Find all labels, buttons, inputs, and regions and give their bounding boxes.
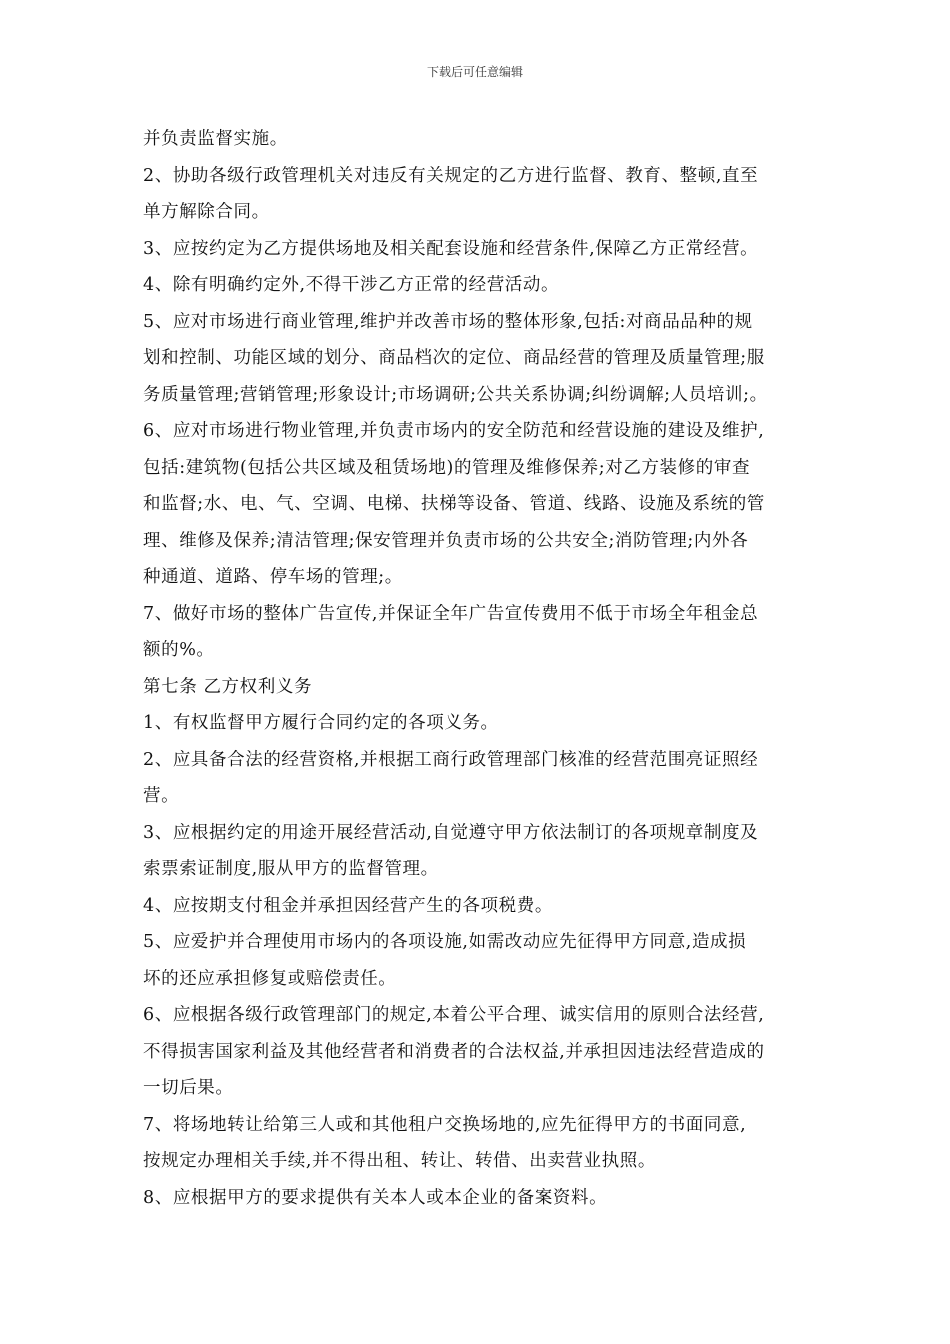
- text-line: 不得损害国家利益及其他经营者和消费者的合法权益,并承担因违法经营造成的: [143, 1041, 765, 1062]
- section-heading: 第七条 乙方权利义务: [143, 676, 313, 697]
- text-line: 4、除有明确约定外,不得干涉乙方正常的经营活动。: [143, 275, 560, 295]
- body-text: [143, 121, 815, 1216]
- text-line: 包括:建筑物(包括公共区域及租赁场地)的管理及维修保养;对乙方装修的审查: [143, 457, 751, 478]
- text-line: 坏的还应承担修复或赔偿责任。: [143, 968, 397, 989]
- text-line: 并负责监督实施。: [143, 129, 288, 149]
- text-line: 单方解除合同。: [143, 202, 270, 222]
- text-line: 营。: [143, 786, 180, 806]
- text-line: 3、应按约定为乙方提供场地及相关配套设施和经营条件,保障乙方正常经营。: [143, 238, 759, 259]
- text-line: 8、应根据甲方的要求提供有关本人或本企业的备案资料。: [143, 1187, 608, 1208]
- text-line: 2、协助各级行政管理机关对违反有关规定的乙方进行监督、教育、整顿,直至: [143, 165, 759, 186]
- text-line: 和监督;水、电、气、空调、电梯、扶梯等设备、管道、线路、设施及系统的管: [143, 494, 765, 514]
- text-line: 按规定办理相关手续,并不得出租、转让、转借、出卖营业执照。: [143, 1151, 656, 1171]
- text-line: 2、应具备合法的经营资格,并根据工商行政管理部门核准的经营范围亮证照经: [143, 749, 759, 770]
- text-line: 7、做好市场的整体广告宣传,并保证全年广告宣传费用不低于市场全年租金总: [143, 603, 759, 624]
- text-line: 种通道、道路、停车场的管理;。: [143, 567, 403, 587]
- text-line: 额的%。: [143, 640, 215, 660]
- text-line: 5、应对市场进行商业管理,维护并改善市场的整体形象,包括:对商品品种的规: [143, 311, 753, 332]
- text-line: 4、应按期支付租金并承担因经营产生的各项税费。: [143, 895, 553, 916]
- text-line: 划和控制、功能区域的划分、商品档次的定位、商品经营的管理及质量管理;服: [143, 348, 765, 368]
- text-line: 7、将场地转让给第三人或和其他租户交换场地的,应先征得甲方的书面同意,: [143, 1114, 747, 1135]
- text-line: 务质量管理;营销管理;形象设计;市场调研;公共关系协调;纠纷调解;人员培训;。: [143, 384, 768, 405]
- text-line: 5、应爱护并合理使用市场内的各项设施,如需改动应先征得甲方同意,造成损: [143, 932, 747, 952]
- text-line: 6、应对市场进行物业管理,并负责市场内的安全防范和经营设施的建设及维护,: [143, 421, 765, 441]
- text-line: 1、有权监督甲方履行合同约定的各项义务。: [143, 713, 499, 733]
- text-line: 6、应根据各级行政管理部门的规定,本着公平合理、诚实信用的原则合法经营,: [143, 1005, 765, 1025]
- text-line: 理、维修及保养;清洁管理;保安管理并负责市场的公共安全;消防管理;内外各: [143, 530, 749, 551]
- text-line: 3、应根据约定的用途开展经营活动,自觉遵守甲方依法制订的各项规章制度及: [143, 822, 759, 843]
- text-line: 索票索证制度,服从甲方的监督管理。: [143, 859, 439, 879]
- text-line: 一切后果。: [143, 1078, 234, 1098]
- page-header: 下载后可任意编辑: [426, 65, 523, 79]
